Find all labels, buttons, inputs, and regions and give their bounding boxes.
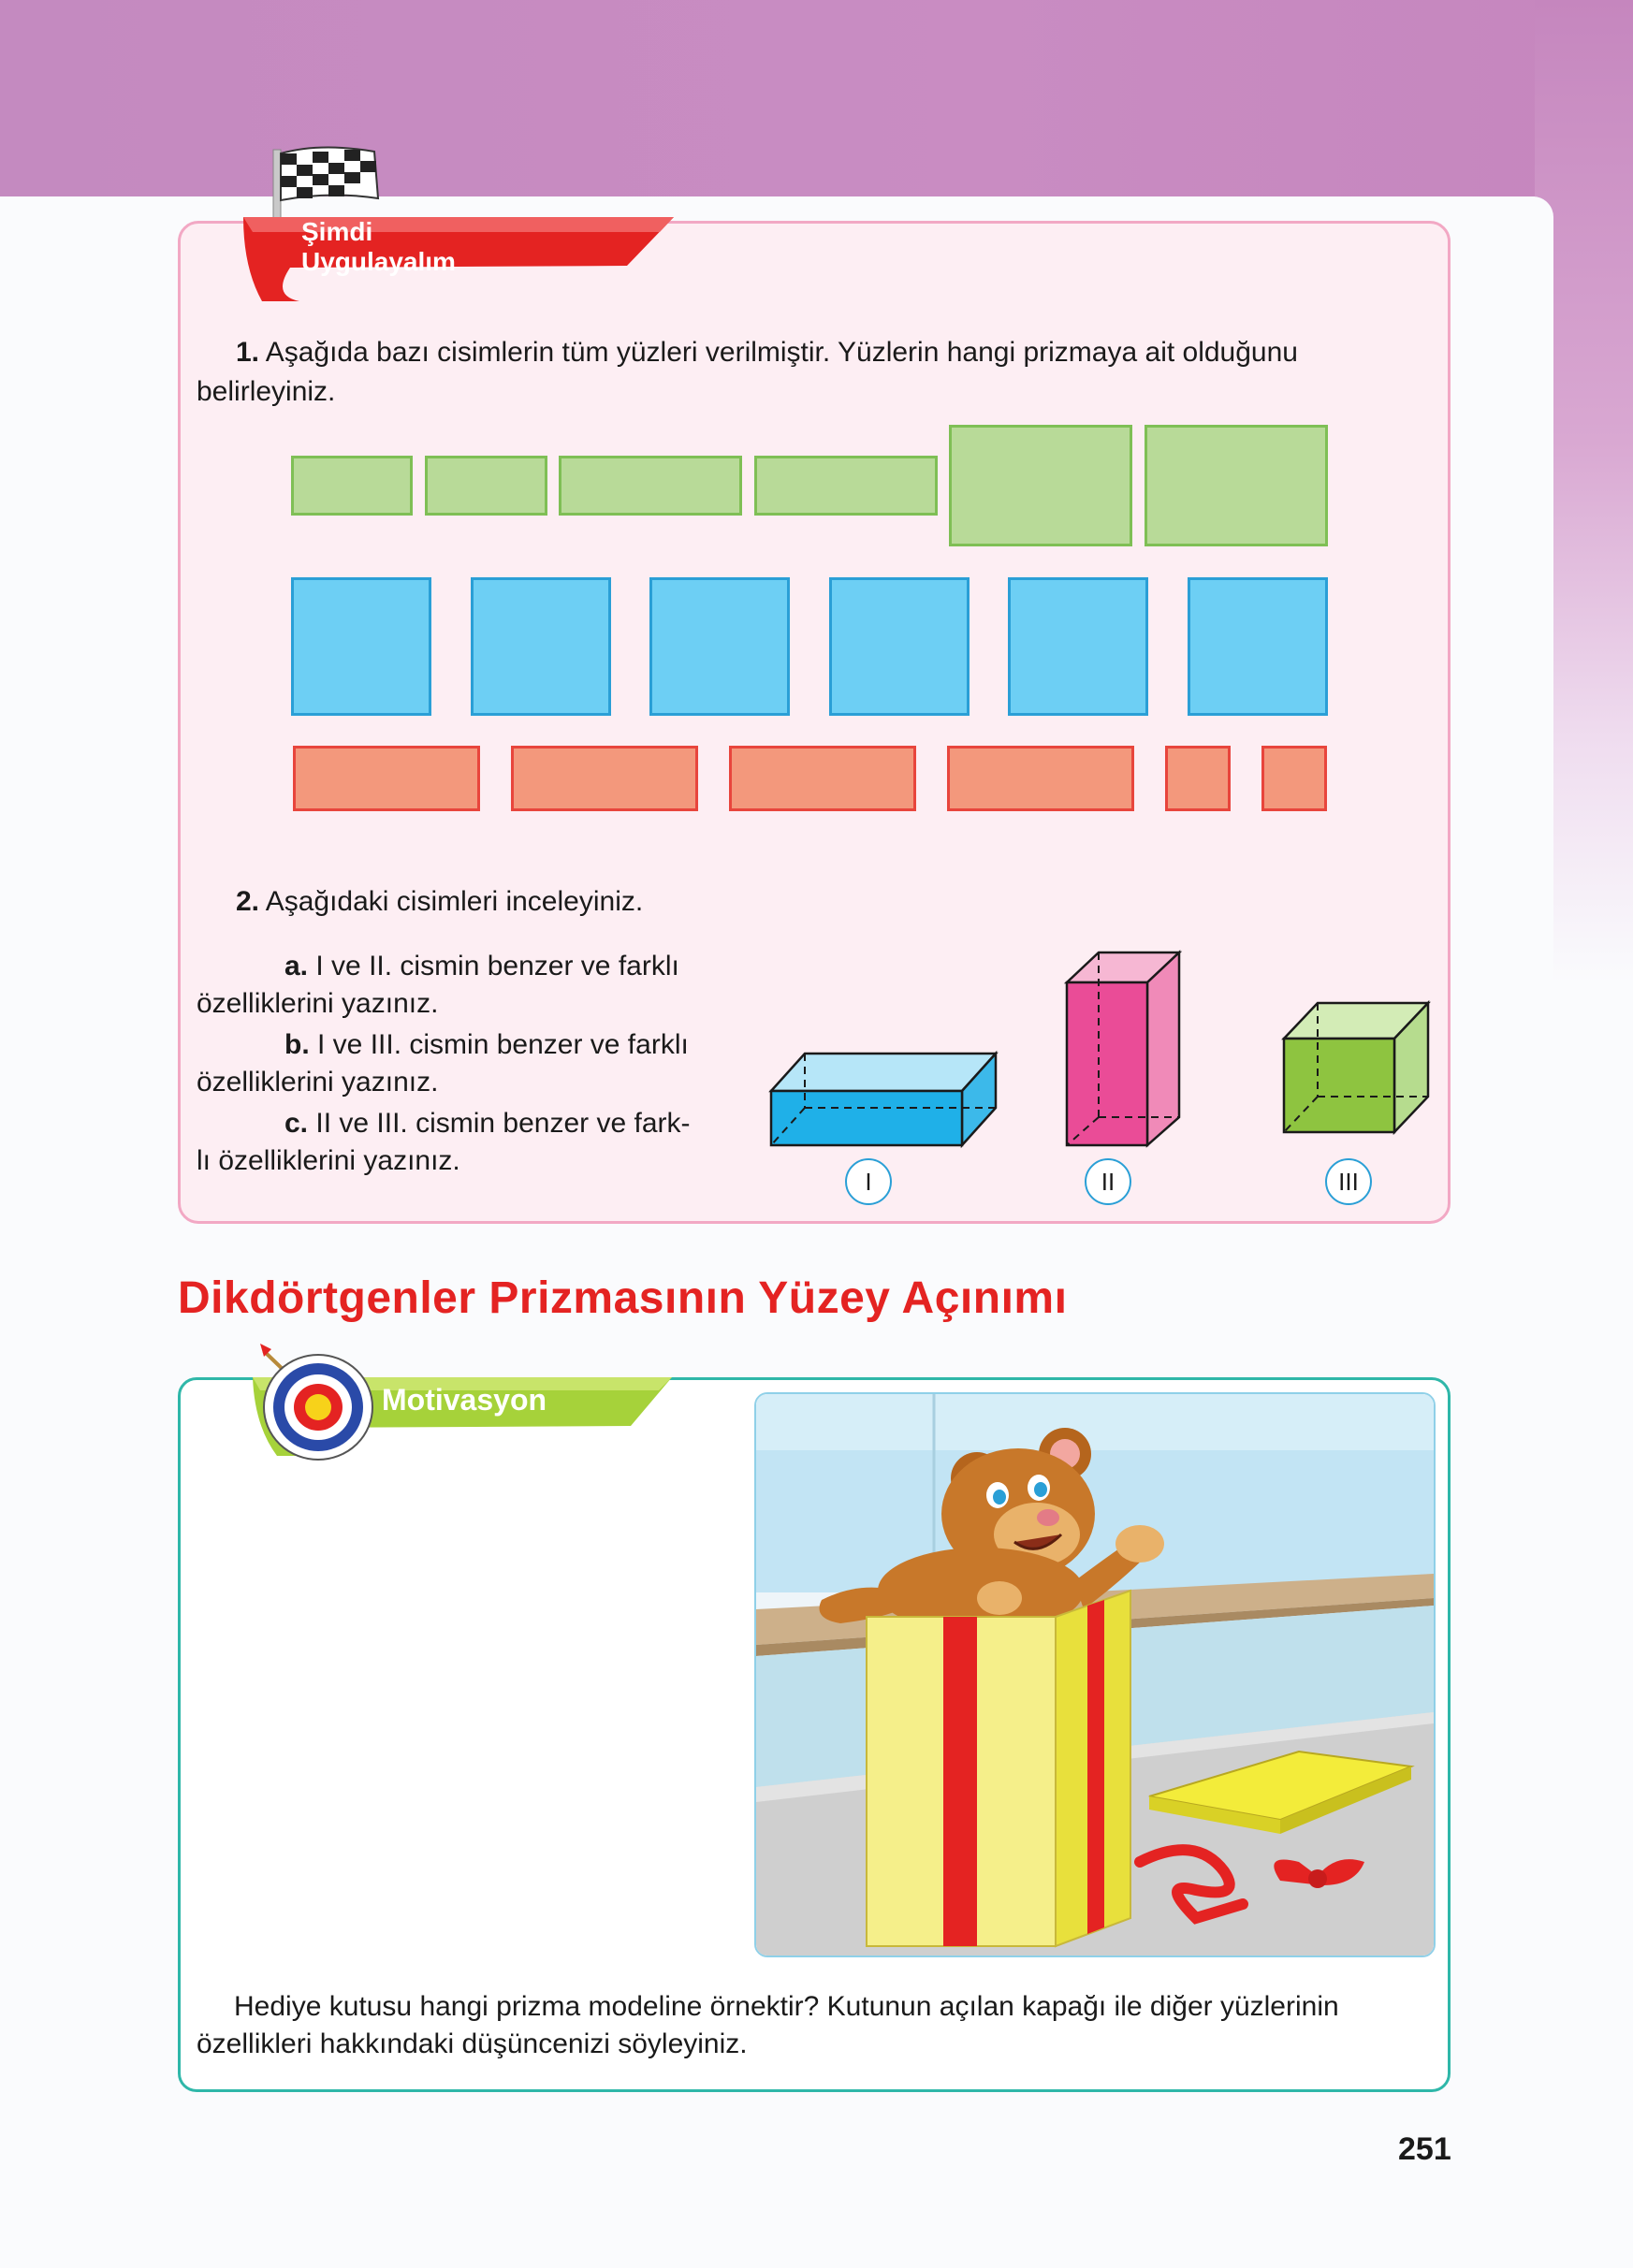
face-green-1 [291,456,413,516]
face-green-3 [559,456,742,516]
q2-a-line1 [284,947,679,986]
face-red-3 [729,746,916,811]
question-1-number: 1. [236,337,260,368]
face-red-6 [1261,746,1327,811]
question-2-number: 2. [236,886,260,917]
q2-a-line2: özelliklerini yazınız. [197,988,439,1019]
motivation-question-line2: özellikleri hakkındaki düşüncenizi söyleyiniz. [197,2028,748,2059]
face-blue-3 [649,577,790,716]
question-2-line [236,882,643,922]
solid-3-green-cube [1280,997,1432,1138]
question-1-text: Aşağıda bazı cisimlerin tüm yüzleri verilmiştir. Yüzlerin hangi prizmaya ait olduğunu [265,337,1298,368]
face-red-2 [511,746,698,811]
question-2-text: Aşağıdaki cisimleri inceleyiniz. [265,886,644,917]
bear-gift-box-illustration [754,1392,1436,1957]
face-blue-1 [291,577,431,716]
solid-2-pink-prism [1063,947,1187,1149]
solid-1-blue-prism [767,1040,1001,1151]
solid-label-1: I [845,1158,892,1205]
face-red-1 [293,746,480,811]
q2-c-text1: II ve III. cismin benzer ve fark- [315,1108,691,1139]
face-red-4 [947,746,1134,811]
solid-label-2: II [1085,1158,1131,1205]
face-green-2 [425,456,547,516]
face-blue-6 [1188,577,1328,716]
q2-b-label: b. [284,1029,310,1060]
q2-b-text1: I ve III. cismin benzer ve farklı [317,1029,689,1060]
solid-label-3: III [1325,1158,1372,1205]
question-1-line2: belirleyiniz. [197,376,336,407]
face-blue-4 [829,577,970,716]
question-1-line1 [236,333,1434,372]
face-green-4 [754,456,938,516]
apply-banner-line1: Şimdi [301,217,373,246]
face-red-5 [1165,746,1231,811]
q2-b-line2: özelliklerini yazınız. [197,1067,439,1098]
q2-a-text1: I ve II. cismin benzer ve farklı [315,951,679,981]
motivation-banner-label: Motivasyon [382,1383,547,1417]
motivation-question-line1: Hediye kutusu hangi prizma modeline örnektir? Kutunun açılan kapağı ile diğer yüzlerinin [234,1991,1339,2022]
section-title: Dikdörtgenler Prizmasının Yüzey Açınımı [178,1273,1068,1323]
face-green-5 [949,425,1132,546]
apply-banner-line2: Uygulayalım [301,247,456,276]
face-blue-5 [1008,577,1148,716]
target-icon [245,1336,386,1467]
q2-c-label: c. [284,1108,309,1139]
page-number: 251 [1398,2131,1451,2167]
q2-c-line1 [284,1104,691,1143]
face-green-6 [1145,425,1328,546]
q2-b-line1 [284,1025,689,1065]
q2-c-line2: lı özelliklerini yazınız. [197,1145,460,1176]
q2-a-label: a. [284,951,309,981]
top-color-band [0,0,1633,196]
face-blue-2 [471,577,611,716]
